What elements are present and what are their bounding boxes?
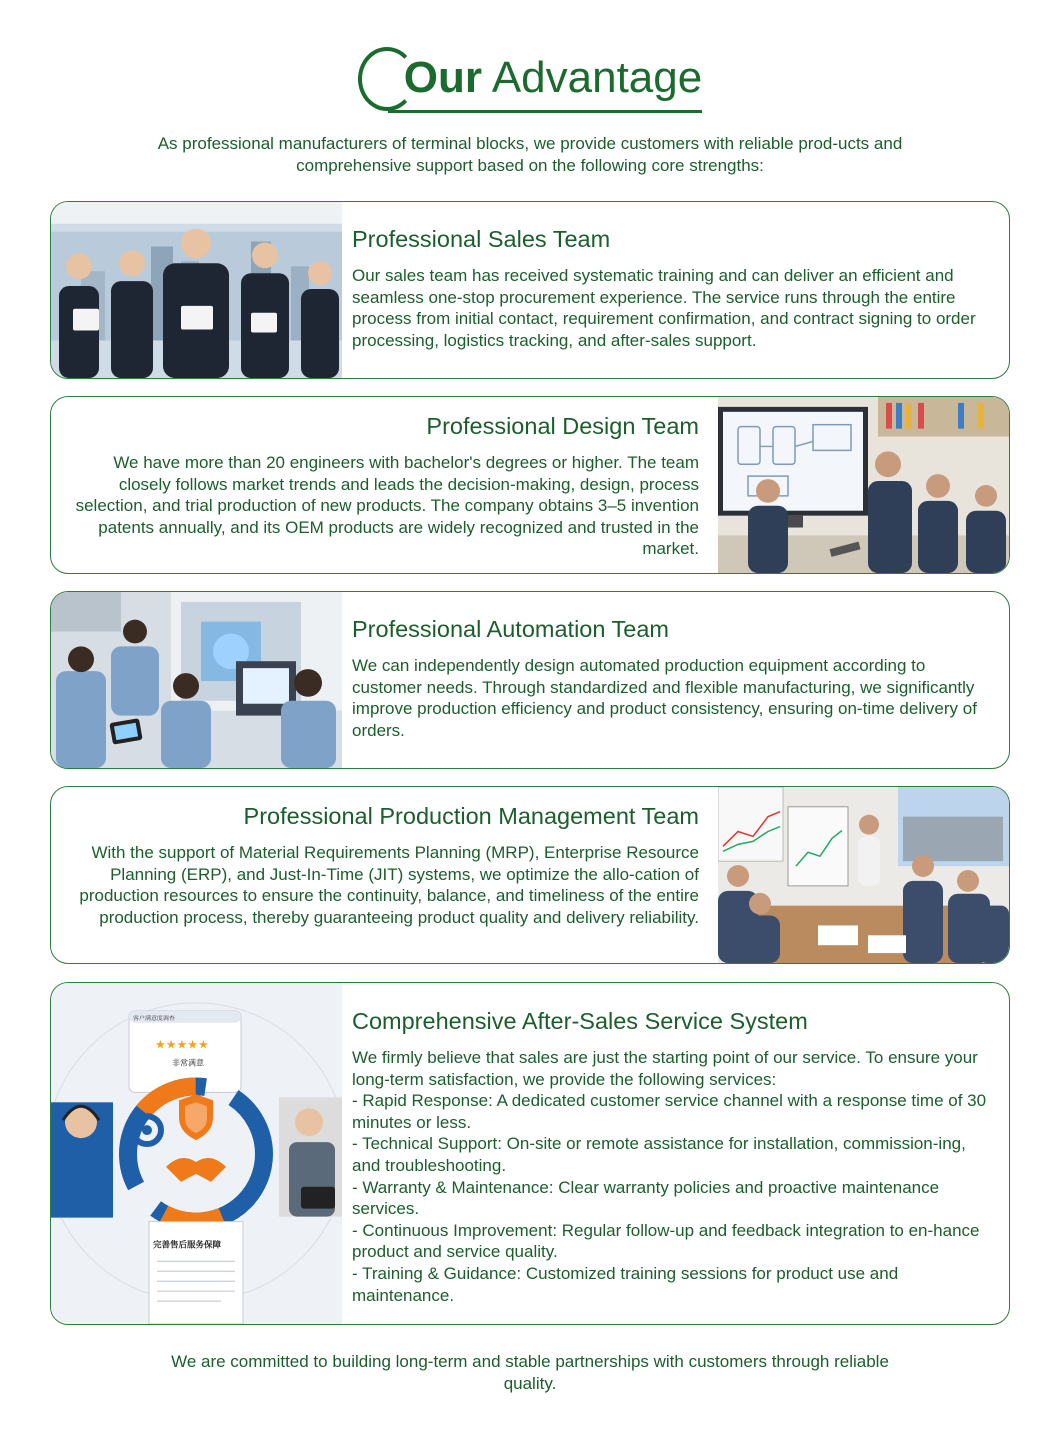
design-team-body: We have more than 20 engineers with bachelor's degrees or higher. The team closely follows market trends and leads the decision-making, design, process selection, and trial production of new products. The company obtains 3–5 invention patents annually, and its OEM products are widely recognized and trusted in the market. <box>75 453 699 559</box>
card-sales-team <box>50 201 1010 379</box>
card-automation-team <box>50 591 1010 769</box>
sales-team-photo <box>51 202 342 378</box>
title-arc-decoration <box>358 47 416 111</box>
production-team-photo <box>718 787 1009 963</box>
production-team-body: With the support of Material Requirements Planning (MRP), Enterprise Resource Planning (ERP), and Just-In-Time (JIT) systems, we optimize the allo-cation of production resources to ensure the continuity, balance, and timeliness of the entire production process, thereby guaranteeing product quality and delivery reliability. <box>79 843 699 927</box>
design-team-title: Professional Design Team <box>426 413 699 439</box>
rating-text: 非常满意 <box>172 1058 204 1068</box>
design-team-photo <box>718 397 1009 573</box>
after-sales-illustration <box>51 983 342 1324</box>
rating-stars: ★★★★★ <box>155 1037 209 1052</box>
after-sales-text <box>352 1008 989 1306</box>
design-team-text <box>71 413 699 560</box>
card-after-sales-service <box>50 982 1010 1325</box>
automation-team-title: Professional Automation Team <box>352 616 669 642</box>
automation-team-photo <box>51 592 342 768</box>
sales-team-title: Professional Sales Team <box>352 226 611 252</box>
sales-team-text <box>352 226 989 351</box>
sales-team-body: Our sales team has received systematic training and can deliver an efficient and seamless one-stop procurement experience. The service runs through the entire process from initial contact, requirement confirmation, and contract signing to order processing, logistics tracking, and after-sales support. <box>352 266 976 350</box>
automation-team-text <box>352 616 989 741</box>
service-item-continuous-improvement: - Continuous Improvement: Regular follow-up and feedback integration to en-hance product and service quality. <box>352 1220 980 1262</box>
automation-team-body: We can independently design automated production equipment according to customer needs. Through standardized and flexible manufacturing, we significantly improve production efficiency and product consistency, ensuring on-time delivery of orders. <box>352 656 977 740</box>
document-title: 完善售后服务保障 <box>153 1239 221 1250</box>
intro-text: As professional manufacturers of terminal blocks, we provide customers with reliable prod-ucts and comprehensive support based on the following core strengths: <box>157 134 903 175</box>
page-title <box>358 53 702 103</box>
form-header-text: 客户满意度调查 <box>133 1014 175 1022</box>
after-sales-body <box>352 1047 989 1306</box>
service-item-technical-support: - Technical Support: On-site or remote assistance for installation, commission-ing, and troubleshooting. <box>352 1134 966 1175</box>
after-sales-intro: We firmly believe that sales are just the starting point of our service. To ensure your long-term satisfaction, we provide the following services: <box>352 1048 978 1089</box>
page-title-rest: Advantage <box>491 53 703 102</box>
closing-statement: We are committed to building long-term and stable partnerships with customers through reliable quality. <box>171 1352 889 1393</box>
page-title-bold: Our <box>403 53 483 102</box>
title-underline <box>388 110 702 113</box>
card-production-management-team <box>50 786 1010 964</box>
card-design-team <box>50 396 1010 574</box>
production-team-text <box>71 803 699 928</box>
after-sales-title: Comprehensive After-Sales Service System <box>352 1008 808 1034</box>
service-item-rapid-response: - Rapid Response: A dedicated customer service channel with a response time of 30 minutes or less. <box>352 1091 987 1132</box>
page-header <box>0 48 1060 108</box>
service-item-warranty: - Warranty & Maintenance: Clear warranty policies and proactive maintenance services. <box>352 1177 940 1219</box>
production-team-title: Professional Production Management Team <box>243 803 699 829</box>
service-item-training: - Training & Guidance: Customized training sessions for product use and maintenance. <box>352 1263 899 1305</box>
